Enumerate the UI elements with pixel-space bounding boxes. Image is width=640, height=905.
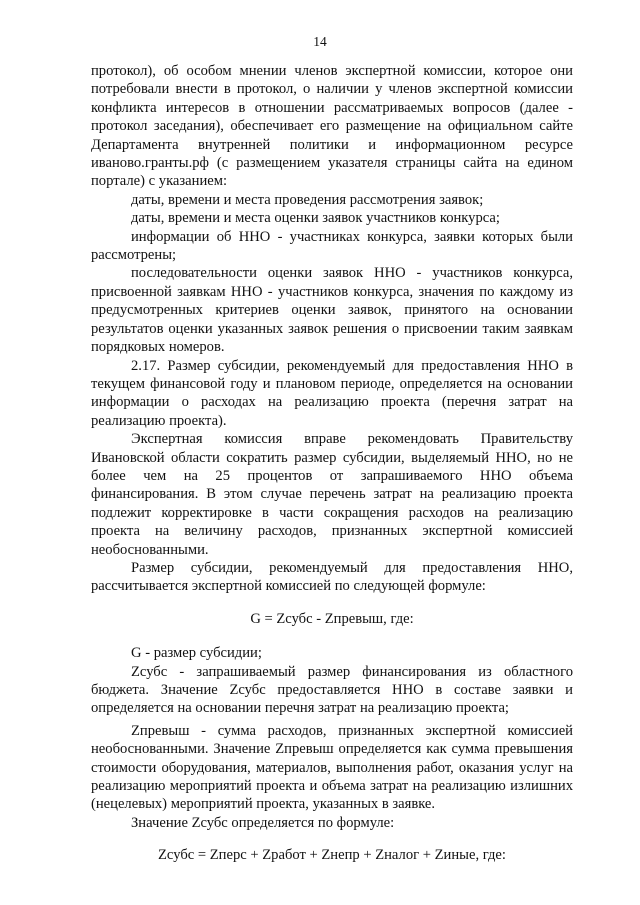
document-body (91, 62, 573, 865)
page-number: 14 (313, 34, 327, 49)
paragraph-commission-reduction: Экспертная комиссия вправе рекомендовать Правительству Ивановской области сократить размер субсидии, выделяемый ННО, но не более чем на 25 процентов от запрашиваемого ННО объема финансирования. В этом случае перечень затрат на реализацию проекта подлежит корректировке в части сокращения расходов на реализацию проекта на величину расходов, признанных экспертной комиссией необоснованными. (91, 431, 573, 558)
paragraph-subsidy-calculation: Размер субсидии, рекомендуемый для предоставления ННО, рассчитывается экспертной комиссией по следующей формуле: (91, 559, 573, 595)
definition-z-prevysh: Zпревыш - сумма расходов, признанных экспертной комиссией необоснованными. Значение Zпревыш определяется как сумма превышения стоимости оборудования, материалов, выполнения работ, оказания услуг на реализацию мероприятий проекта и объема затрат на реализацию излишних (нецелевых) мероприятий проекта, указанных в заявке. (91, 722, 573, 813)
list-item-evaluation-date: даты, времени и места оценки заявок участников конкурса; (131, 210, 500, 227)
definition-z-subs: Zсубс - запрашиваемый размер финансирования из областного бюджета. Значение Zсубс предоставляется ННО в составе заявки и определяется на основании перечня затрат на реализацию проекта; (91, 663, 573, 717)
definition-g: G - размер субсидии; (131, 645, 262, 662)
paragraph-clause-2-17: 2.17. Размер субсидии, рекомендуемый для предоставления ННО в текущем финансовой году и плановом периоде, определяется на основании информации о расходах на реализацию проекта (перечня затрат на реализацию проекта). (91, 357, 573, 429)
paragraph-z-subs-formula-intro: Значение Zсубс определяется по формуле: (131, 814, 395, 831)
paragraph-protocol-continuation: протокол), об особом мнении членов экспертной комиссии, которое они потребовали внести в протокол, о наличии у членов экспертной комиссии конфликта интересов в отношении рассматриваемых вопросов (далее - протокол заседания), обеспечивает его размещение на официальном сайте Департамента внутренней политики и информационном ресурсе иваново.гранты.рф (с размещением указателя страницы сайта на едином портале) с указанием: (91, 63, 573, 190)
list-item-evaluation-sequence: последовательности оценки заявок ННО - участников конкурса, присвоенной заявкам ННО - участников конкурса, значения по каждому из предусмотренных критериев оценки заявок, принятого на основании результатов оценки указанных заявок решения о присвоении таким заявкам порядковых номеров. (91, 265, 573, 356)
list-item-review-date: даты, времени и места проведения рассмотрения заявок; (131, 191, 484, 208)
list-item-participants-info: информации об ННО - участниках конкурса, заявки которых были рассмотрены; (91, 228, 573, 264)
formula-subsidy: G = Zсубс - Zпревыш, где: (250, 610, 414, 627)
formula-z-subs: Zсубс = Zперс + Zработ + Zнепр + Zналог + Zиные, где: (158, 847, 506, 864)
